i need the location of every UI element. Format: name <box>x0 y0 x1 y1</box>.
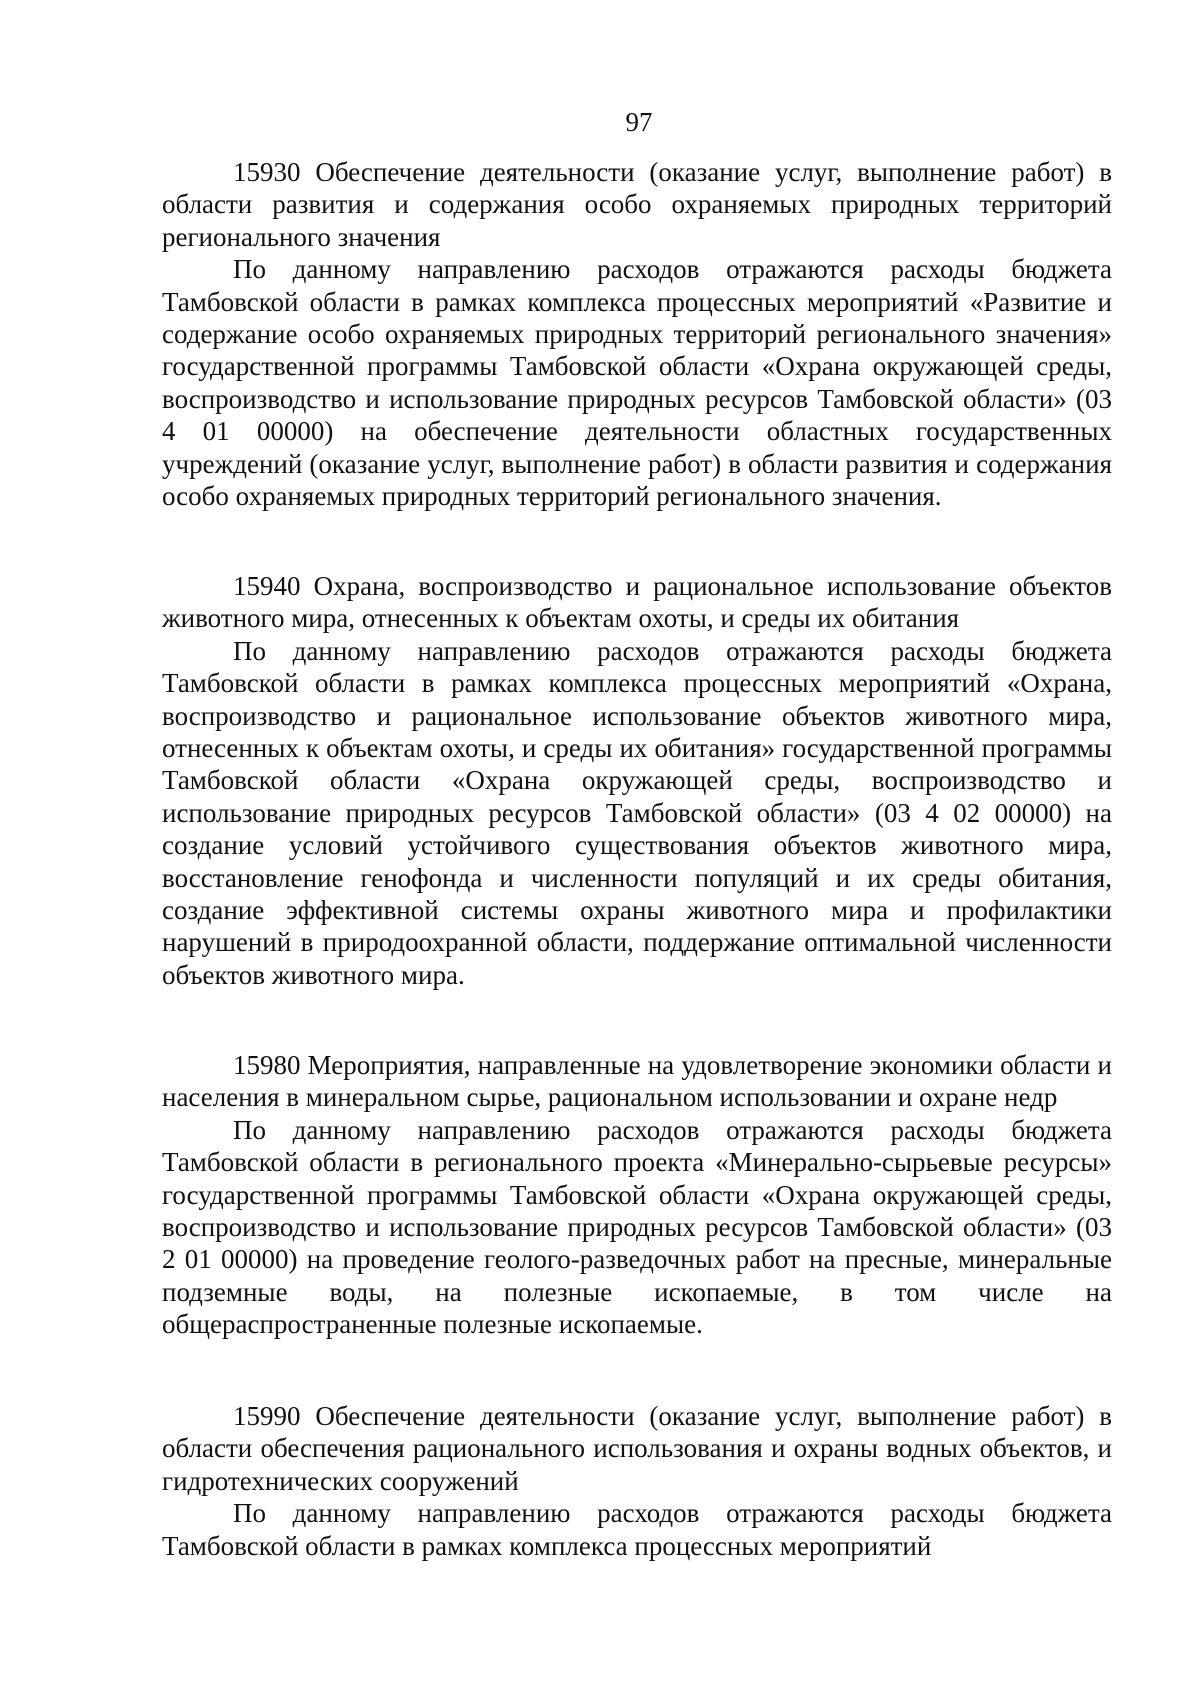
section-body: По данному направлению расходов отражаются расходы бюджета Тамбовской области в рамках комплекса процессных мероприятий «Охрана, воспроизводство и рациональное использование объектов животного мира, отнесенных к объектам охоты, и среды их обитания» государственной программы Тамбовской области «Охрана окружающей среды, воспроизводство и использование природных ресурсов Тамбовской области» (03 4 02 00000) на создание условий устойчивого существования объектов животного мира, восстановление генофонда и численности популяций и их среды обитания, создание эффективной системы охраны животного мира и профилактики нарушений в природоохранной области, поддержание оптимальной численности объектов животного мира. <box>162 635 1112 990</box>
section-heading: 15940 Охрана, воспроизводство и рациональное использование объектов животного мира, отнесенных к объектам охоты, и среды их обитания <box>162 571 1112 634</box>
section-15980 <box>162 1049 1112 1341</box>
section-body: По данному направлению расходов отражаются расходы бюджета Тамбовской области в рамках комплекса процессных мероприятий <box>162 1498 1112 1561</box>
section-15990 <box>162 1400 1112 1562</box>
section-15930 <box>162 156 1112 512</box>
section-heading: 15980 Мероприятия, направленные на удовлетворение экономики области и населения в минеральном сырье, рациональном использовании и охране недр <box>162 1050 1112 1113</box>
section-15940 <box>162 570 1112 991</box>
section-body: По данному направлению расходов отражаются расходы бюджета Тамбовской области в рамках комплекса процессных мероприятий «Развитие и содержание особо охраняемых природных территорий регионального значения» государственной программы Тамбовской области «Охрана окружающей среды, воспроизводство и использование природных ресурсов Тамбовской области» (03 4 01 00000) на обеспечение деятельности областных государственных учреждений (оказание услуг, выполнение работ) в области развития и содержания особо охраняемых природных территорий регионального значения. <box>162 254 1112 512</box>
section-body: По данному направлению расходов отражаются расходы бюджета Тамбовской области в регионального проекта «Минерально-сырьевые ресурсы» государственной программы Тамбовской области «Охрана окружающей среды, воспроизводство и использование природных ресурсов Тамбовской области» (03 2 01 00000) на проведение геолого-разведочных работ на пресные, минеральные подземные воды, на полезные ископаемые, в том числе на общераспространенные полезные ископаемые. <box>162 1114 1112 1340</box>
section-heading: 15990 Обеспечение деятельности (оказание услуг, выполнение работ) в области обеспечения рационального использования и охраны водных объектов, и гидротехнических сооружений <box>162 1401 1112 1496</box>
page-number: 97 <box>625 107 653 137</box>
section-heading: 15930 Обеспечение деятельности (оказание услуг, выполнение работ) в области развития и содержания особо охраняемых природных территорий регионального значения <box>162 157 1112 252</box>
